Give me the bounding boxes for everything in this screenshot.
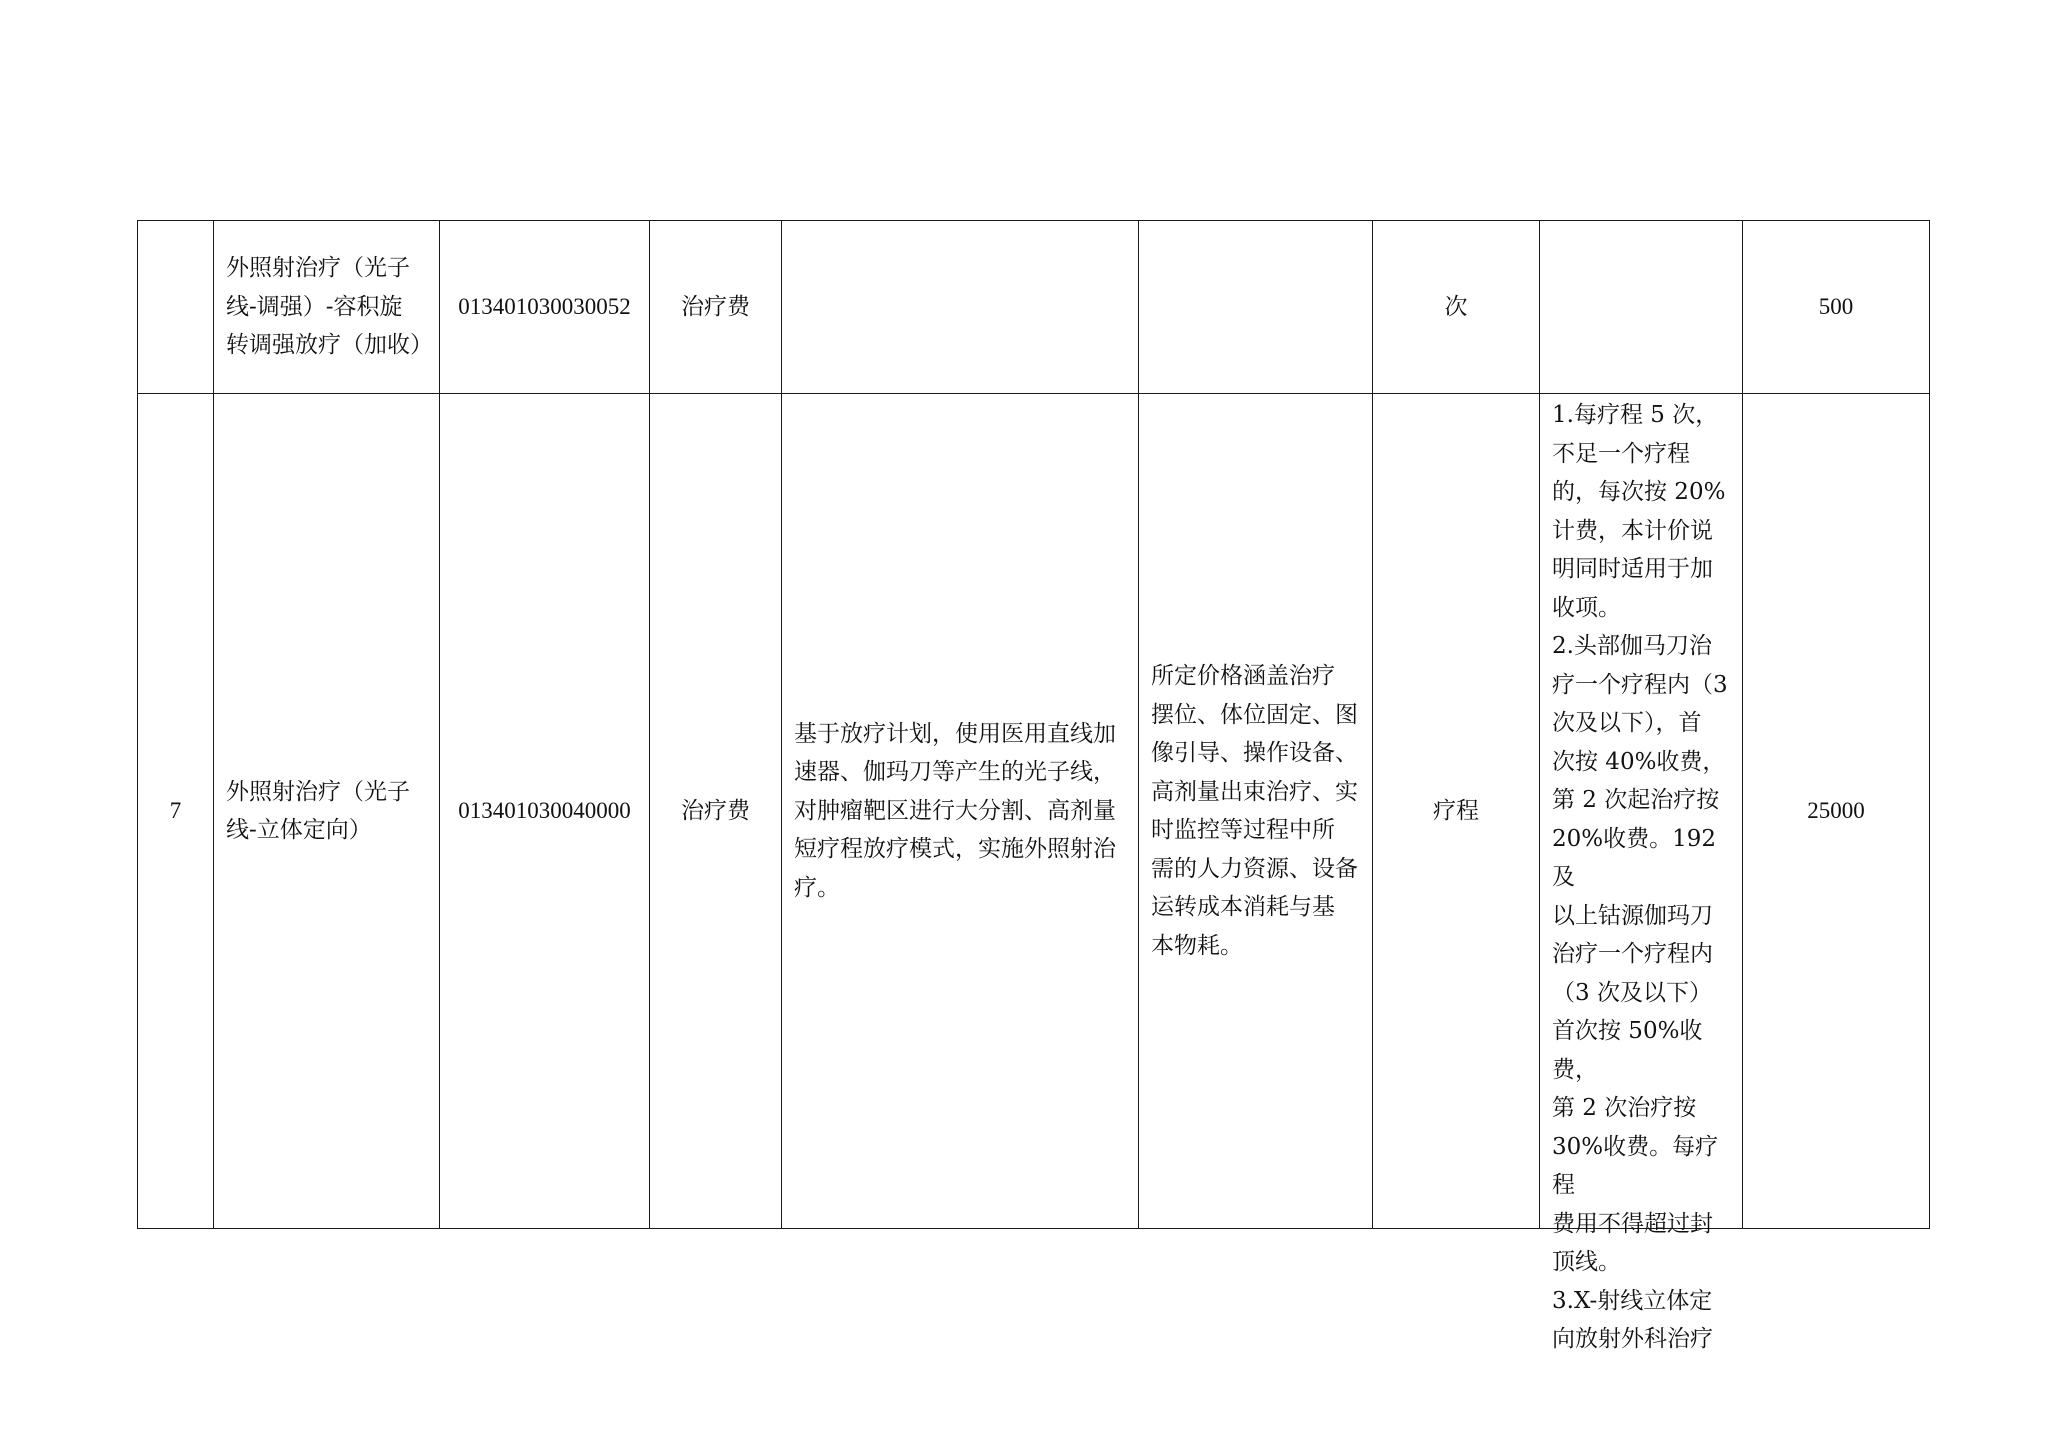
- excluded-cell: [1139, 221, 1373, 394]
- price-table: [137, 220, 1930, 1352]
- index-cell: [138, 221, 214, 394]
- table-row: [138, 221, 1930, 394]
- excluded-cell: 所定价格涵盖治疗 摆位、体位固定、图 像引导、操作设备、 高剂量出束治疗、实 时监控等过程中所 需的人力资源、设备 运转成本消耗与基 本物耗。: [1139, 394, 1373, 1229]
- unit-cell: 疗程: [1373, 394, 1540, 1229]
- index-cell: 7: [138, 394, 214, 1229]
- price-cell: 25000: [1743, 394, 1930, 1229]
- item-name-cell: 外照射治疗（光子 线-立体定向）: [214, 394, 440, 1229]
- item-name-cell: 外照射治疗（光子 线-调强）-容积旋 转调强放疗（加收）: [214, 221, 440, 394]
- notes-cell: [1540, 221, 1743, 394]
- category-cell: 治疗费: [650, 221, 782, 394]
- notes-text: 1.每疗程 5 次， 不足一个疗程 的，每次按 20% 计费，本计价说 明同时适用于加 收项。 2.头部伽马刀治 疗一个疗程内（3 次及以下），首 次按 40%收费， 第 2 次起治疗按 20%收费。192 及 以上钴源伽玛刀 治疗一个疗程内 （3 次及以下） 首次按 50%收费， 第 2 次治疗按 30%收费。每疗程 费用不得超过封 顶线。 3.X-射线立体定 向放射外科治疗: [1552, 402, 1728, 1352]
- connotation-cell: 基于放疗计划，使用医用直线加 速器、伽玛刀等产生的光子线， 对肿瘤靶区进行大分割、高剂量 短疗程放疗模式，实施外照射治 疗。: [782, 394, 1139, 1229]
- notes-cell: [1540, 394, 1743, 1352]
- price-cell: 500: [1743, 221, 1930, 394]
- table-row: [138, 394, 1930, 1229]
- unit-cell: 次: [1373, 221, 1540, 394]
- code-cell: 013401030040000: [440, 394, 650, 1229]
- category-cell: 治疗费: [650, 394, 782, 1229]
- code-cell: 013401030030052: [440, 221, 650, 394]
- connotation-cell: [782, 221, 1139, 394]
